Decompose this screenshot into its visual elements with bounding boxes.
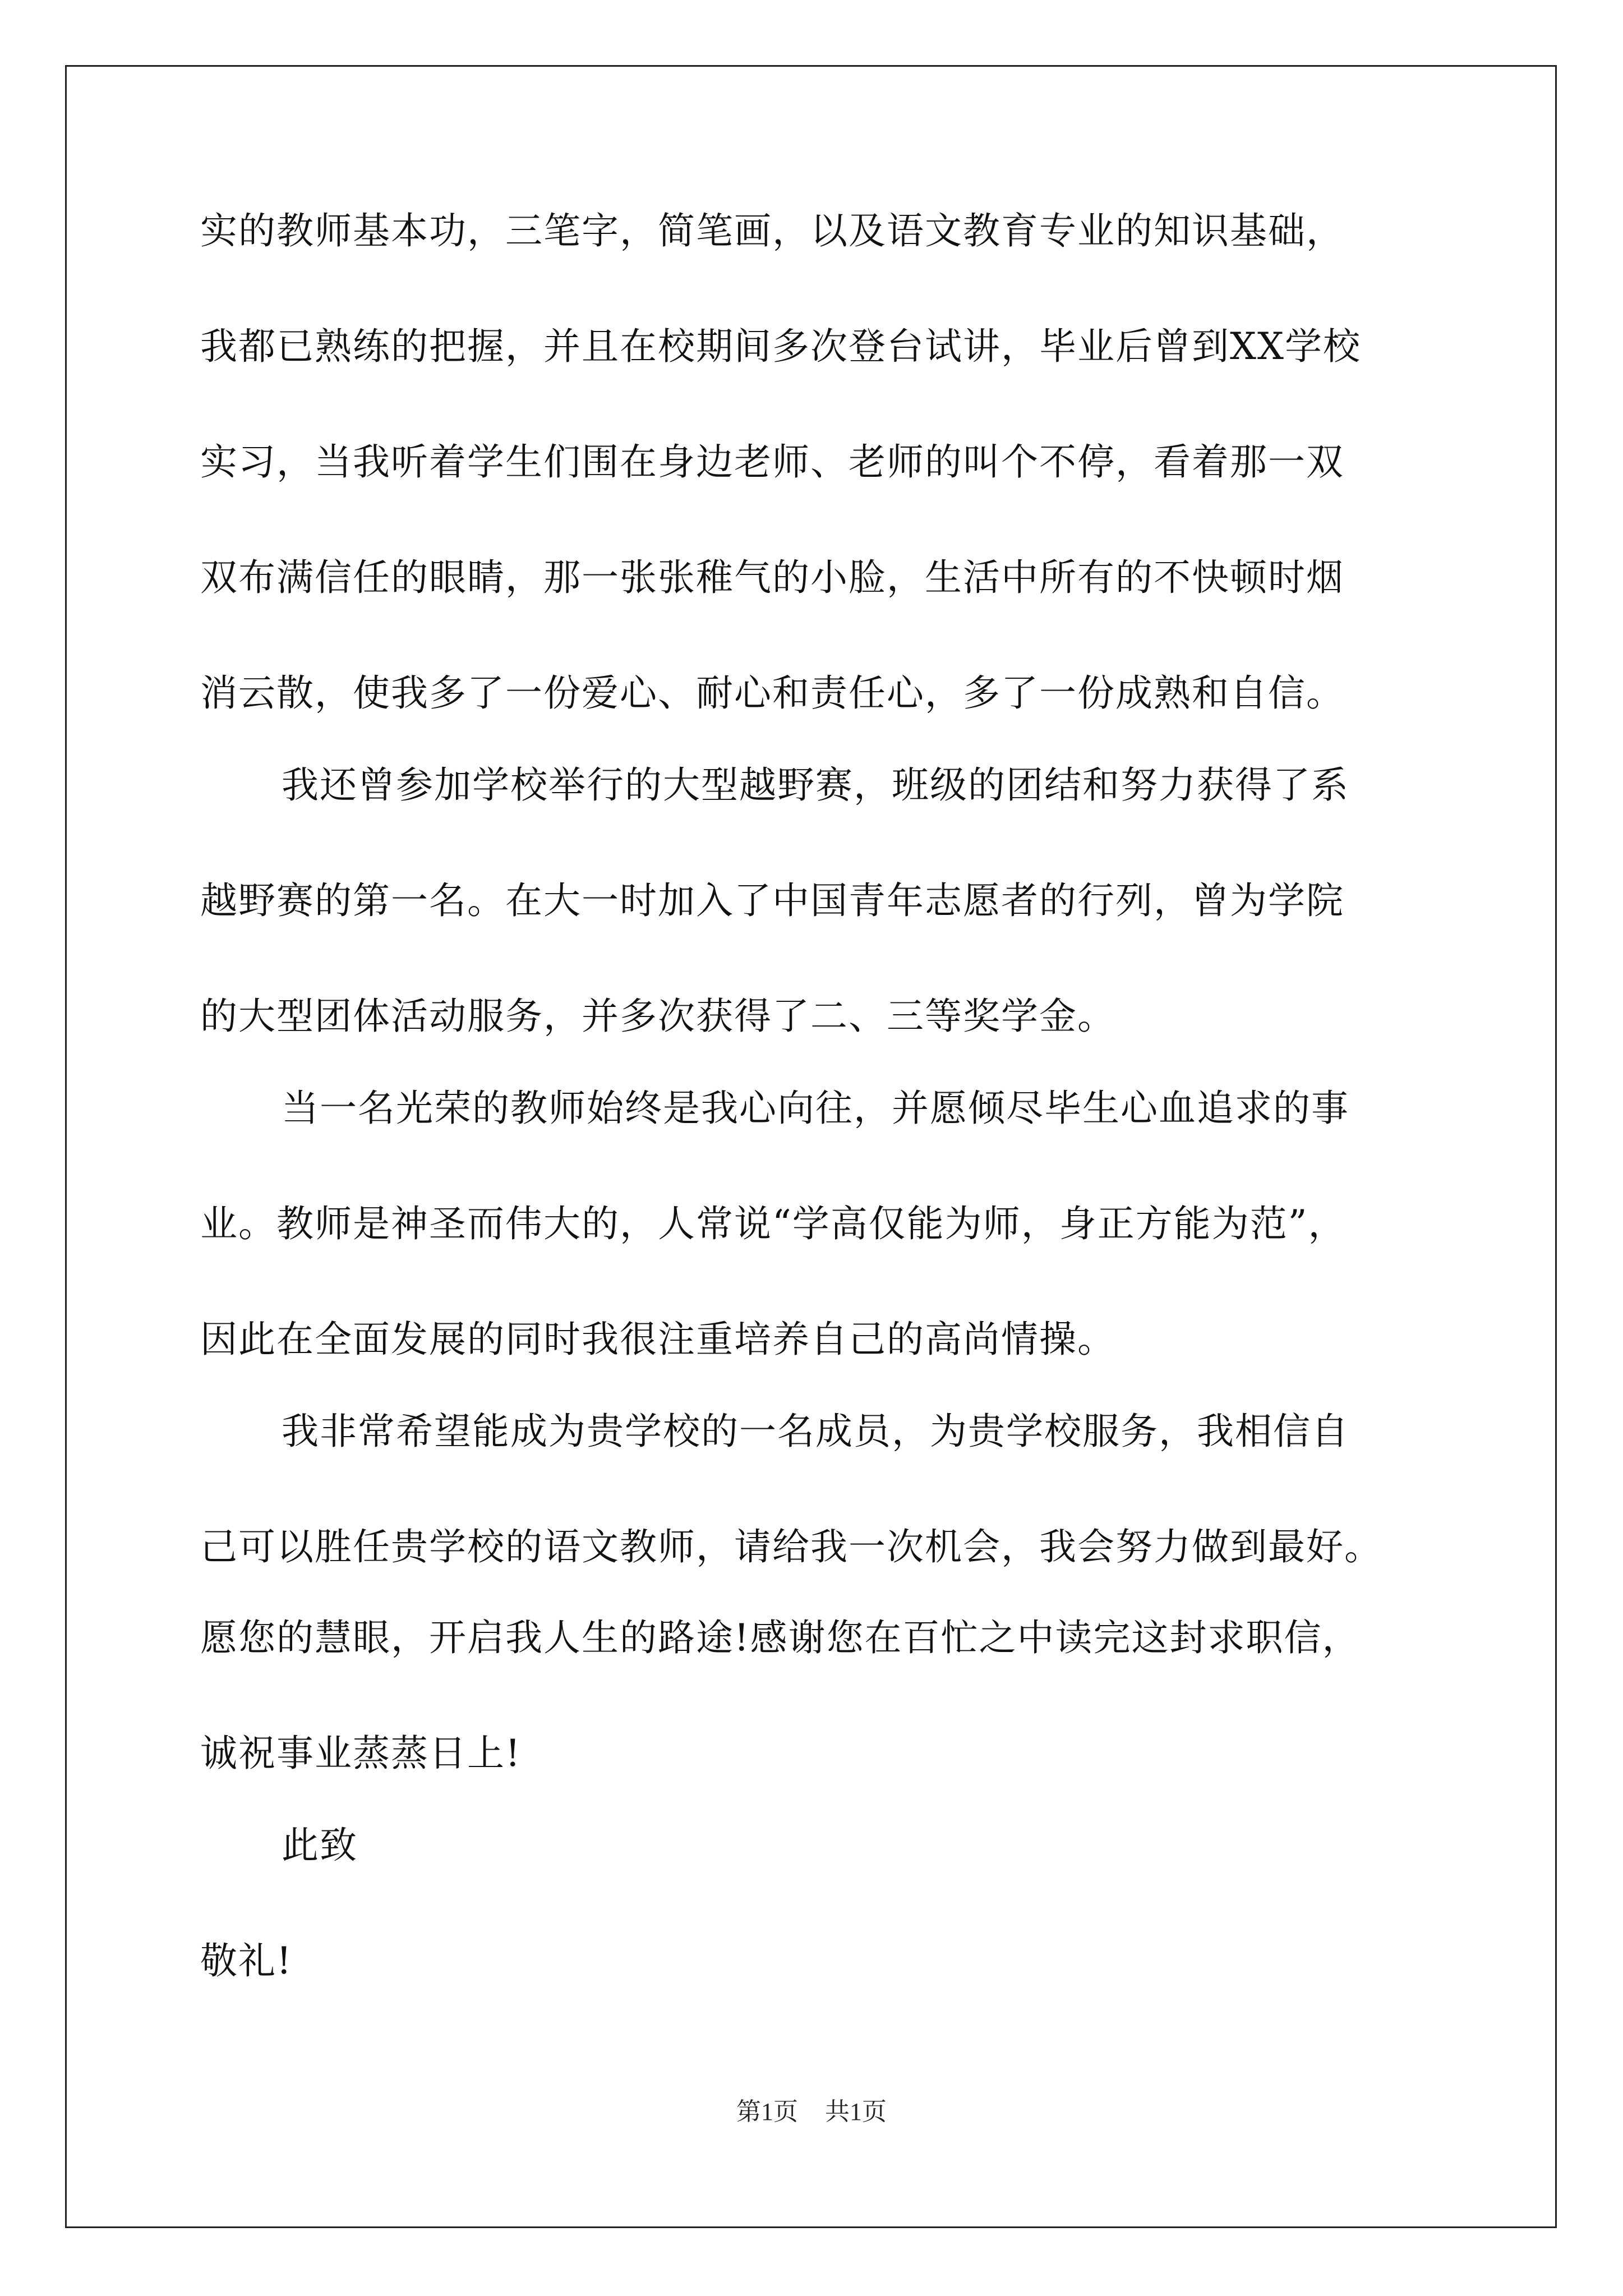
- page-number-current: 第1页: [736, 2098, 798, 2125]
- closing-regards: 敬礼!: [200, 1939, 293, 1982]
- body-line-14: 愿您的慧眼，开启我人生的路途!感谢您在百忙之中读完这封求职信，: [200, 1616, 1361, 1659]
- paragraph-2-start: 我还曾参加学校举行的大型越野赛，班级的团结和努力获得了系: [282, 763, 1349, 807]
- body-line-1: 实的教师基本功，三笔字，简笔画，以及语文教育专业的知识基础，: [200, 209, 1344, 252]
- page-footer: [0, 2095, 1623, 2129]
- body-line-4: 双布满信任的眼睛，那一张张稚气的小脸，生活中所有的不快顿时烟: [200, 556, 1344, 599]
- body-line-10: 业。教师是神圣而伟大的，人常说“学高仅能为师，身正方能为范”，: [200, 1202, 1347, 1245]
- page-number-total: 共1页: [825, 2098, 887, 2125]
- page-frame: [65, 65, 1557, 2228]
- body-line-15: 诚祝事业蒸蒸日上!: [200, 1732, 522, 1775]
- paragraph-4-start: 我非常希望能成为贵学校的一名成员，为贵学校服务，我相信自: [282, 1410, 1349, 1453]
- body-line-8: 的大型团体活动服务，并多次获得了二、三等奖学金。: [200, 995, 1115, 1038]
- body-line-5: 消云散，使我多了一份爱心、耐心和责任心，多了一份成熟和自信。: [200, 671, 1344, 715]
- body-line-2: 我都已熟练的把握，并且在校期间多次登台试讲，毕业后曾到XX学校: [200, 325, 1361, 368]
- body-line-3: 实习，当我听着学生们围在身边老师、老师的叫个不停，看着那一双: [200, 440, 1344, 484]
- closing-salutation: 此致: [282, 1824, 358, 1867]
- paragraph-3-start: 当一名光荣的教师始终是我心向往，并愿倾尽毕生心血追求的事: [282, 1087, 1349, 1130]
- body-line-13: 己可以胜任贵学校的语文教师，请给我一次机会，我会努力做到最好。: [200, 1525, 1382, 1568]
- body-line-7: 越野赛的第一名。在大一时加入了中国青年志愿者的行列，曾为学院: [200, 879, 1344, 922]
- body-line-11: 因此在全面发展的同时我很注重培养自己的高尚情操。: [200, 1318, 1115, 1361]
